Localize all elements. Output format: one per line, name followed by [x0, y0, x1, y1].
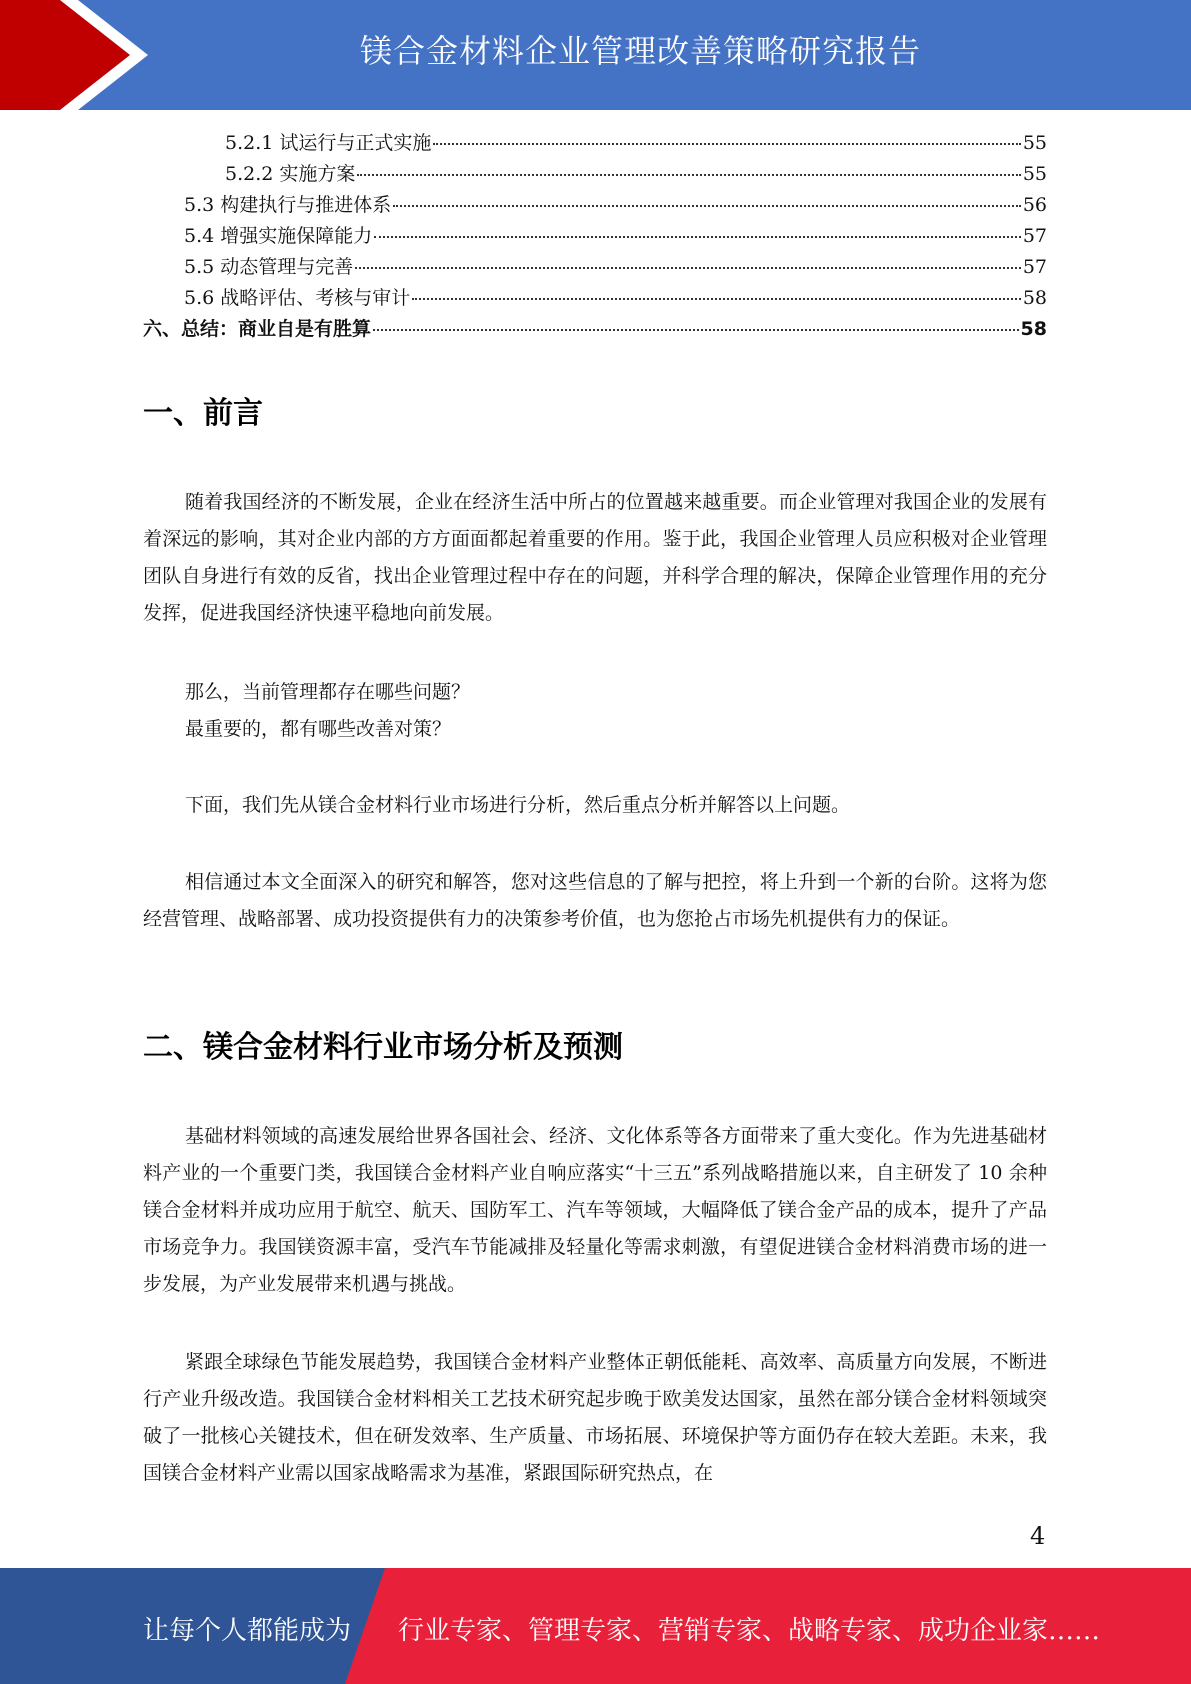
section-heading-preface: 一、前言	[143, 396, 263, 431]
header-title: 镁合金材料企业管理改善策略研究报告	[359, 32, 921, 70]
toc-leader-dots	[373, 329, 1019, 331]
toc-entry-label: 5.3 构建执行与推进体系	[184, 194, 392, 216]
footer-slogan-left: 让每个人都能成为	[143, 1616, 352, 1646]
toc-entry[interactable]	[143, 159, 1047, 190]
toc-entry[interactable]	[143, 283, 1047, 314]
paragraph: 相信通过本文全面深入的研究和解答，您对这些信息的了解与把控，将上升到一个新的台阶。这将为您经营管理、战略部署、成功投资提供有力的决策参考价值，也为您抢占市场先机提供有力的保证。	[143, 871, 1047, 930]
table-of-contents	[143, 128, 1047, 345]
question-line: 那么，当前管理都存在哪些问题？	[185, 681, 471, 703]
toc-entry-page: 58	[1020, 318, 1047, 340]
toc-entry[interactable]	[143, 221, 1047, 252]
toc-entry-label: 5.2.2 实施方案	[225, 163, 356, 185]
page-number: 4	[1030, 1522, 1046, 1550]
toc-entry-label: 5.4 增强实施保障能力	[184, 225, 373, 247]
toc-entry-label: 5.2.1 试运行与正式实施	[225, 132, 432, 154]
toc-entry[interactable]	[143, 252, 1047, 283]
toc-leader-dots	[374, 236, 1021, 238]
toc-leader-dots	[393, 205, 1021, 207]
toc-leader-dots	[412, 298, 1021, 300]
toc-entry-page: 57	[1022, 256, 1047, 278]
toc-leader-dots	[433, 143, 1020, 145]
toc-leader-dots	[355, 267, 1021, 269]
toc-entry[interactable]	[143, 190, 1047, 221]
toc-entry-page: 57	[1022, 225, 1047, 247]
footer-slogan-right: 行业专家、管理专家、营销专家、战略专家、成功企业家……	[398, 1616, 1101, 1646]
section-heading-market-analysis: 二、镁合金材料行业市场分析及预测	[143, 1030, 623, 1065]
toc-entry-label: 六、总结：商业自是有胜算	[143, 318, 372, 340]
toc-entry-label: 5.6 战略评估、考核与审计	[184, 287, 411, 309]
toc-leader-dots	[357, 174, 1020, 176]
paragraph: 下面，我们先从镁合金材料行业市场进行分析，然后重点分析并解答以上问题。	[185, 794, 851, 816]
toc-entry[interactable]	[143, 314, 1047, 345]
question-line: 最重要的，都有哪些改善对策？	[185, 718, 452, 740]
toc-entry-page: 58	[1022, 287, 1047, 309]
toc-entry-page: 56	[1022, 194, 1047, 216]
toc-entry-page: 55	[1022, 132, 1047, 154]
toc-entry-label: 5.5 动态管理与完善	[184, 256, 354, 278]
toc-entry-page: 55	[1022, 163, 1047, 185]
page-header	[0, 0, 1191, 110]
page-footer	[0, 1568, 1191, 1684]
toc-entry[interactable]	[143, 128, 1047, 159]
paragraph: 紧跟全球绿色节能发展趋势，我国镁合金材料产业整体正朝低能耗、高效率、高质量方向发展，不断进行产业升级改造。我国镁合金材料相关工艺技术研究起步晚于欧美发达国家，虽然在部分镁合金材料领域突破了一批核心关键技术，但在研发效率、生产质量、市场拓展、环境保护等方面仍存在较大差距。未来，我国镁合金材料产业需以国家战略需求为基准，紧跟国际研究热点，在	[143, 1351, 1047, 1484]
paragraph: 随着我国经济的不断发展，企业在经济生活中所占的位置越来越重要。而企业管理对我国企业的发展有着深远的影响，其对企业内部的方方面面都起着重要的作用。鉴于此，我国企业管理人员应积极对企业管理团队自身进行有效的反省，找出企业管理过程中存在的问题，并科学合理的解决，保障企业管理作用的充分发挥，促进我国经济快速平稳地向前发展。	[143, 491, 1047, 624]
paragraph: 基础材料领域的高速发展给世界各国社会、经济、文化体系等各方面带来了重大变化。作为先进基础材料产业的一个重要门类，我国镁合金材料产业自响应落实“十三五”系列战略措施以来，自主研发了 10 余种镁合金材料并成功应用于航空、航天、国防军工、汽车等领域，大幅降低了镁合金产品的成本，提升了产品市场竞争力。我国镁资源丰富，受汽车节能减排及轻量化等需求刺激，有望促进镁合金材料消费市场的进一步发展，为产业发展带来机遇与挑战。	[143, 1125, 1047, 1295]
